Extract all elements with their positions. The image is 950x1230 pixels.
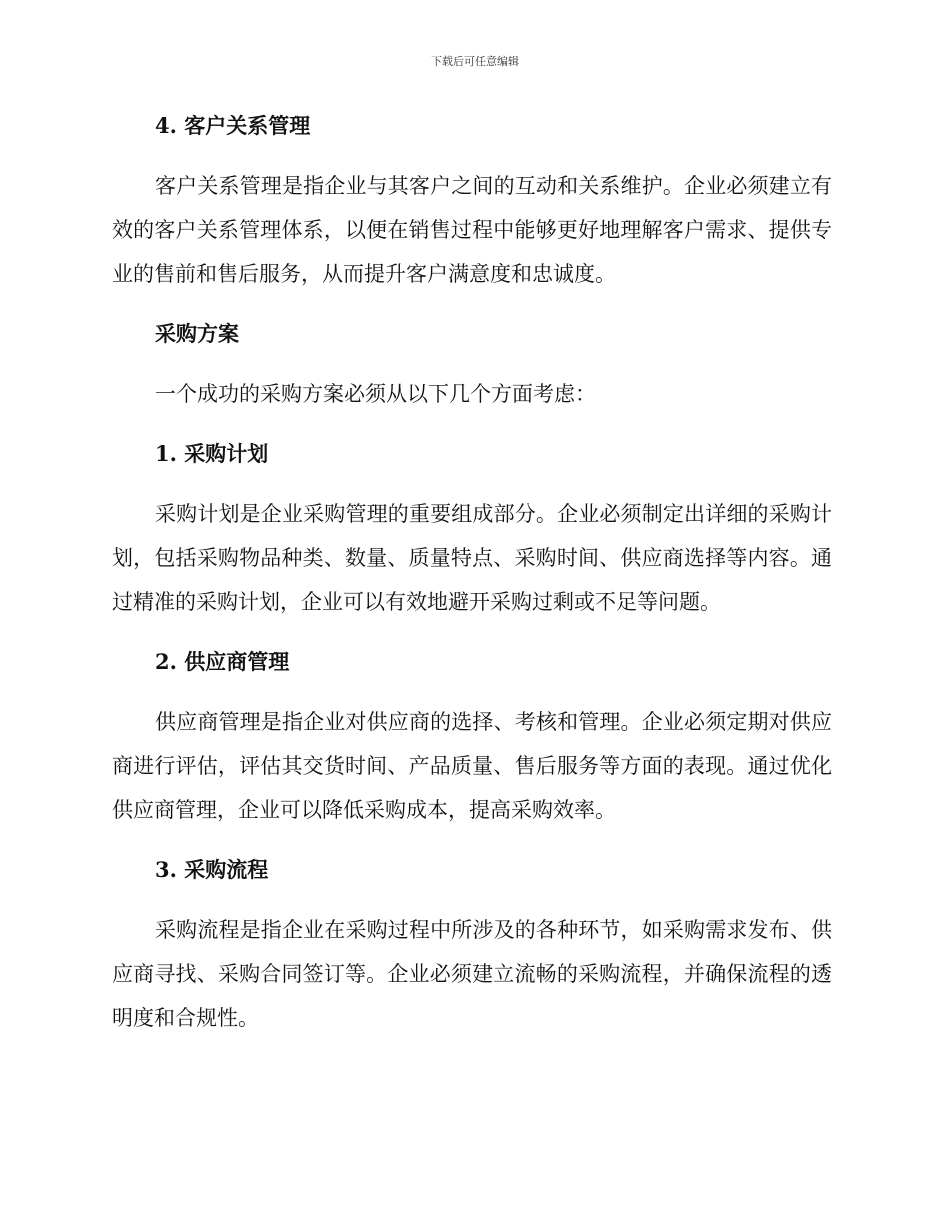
section-paragraph-customer-relationship: 客户关系管理是指企业与其客户之间的互动和关系维护。企业必须建立有效的客户关系管理体系，以便在销售过程中能够更好地理解客户需求、提供专业的售前和售后服务，从而提升客户满意度和忠诚度。 — [112, 174, 832, 286]
section-heading-procurement-plan: 采购方案 — [155, 321, 239, 346]
section-heading-procurement-planning: 1. 采购计划 — [155, 441, 269, 466]
section-paragraph-procurement-planning: 采购计划是企业采购管理的重要组成部分。企业必须制定出详细的采购计划，包括采购物品种类、数量、质量特点、采购时间、供应商选择等内容。通过精准的采购计划，企业可以有效地避开采购过剩或不足等问题。 — [112, 502, 832, 614]
section-heading-customer-relationship: 4. 客户关系管理 — [155, 113, 311, 138]
section-heading-supplier-management: 2. 供应商管理 — [155, 649, 290, 674]
page-header: 下载后可任意编辑 — [431, 55, 519, 68]
section-paragraph-procurement-intro: 一个成功的采购方案必须从以下几个方面考虑： — [155, 382, 596, 406]
document-body — [112, 106, 832, 1058]
section-heading-procurement-process: 3. 采购流程 — [155, 857, 269, 882]
section-paragraph-procurement-process: 采购流程是指企业在采购过程中所涉及的各种环节，如采购需求发布、供应商寻找、采购合同签订等。企业必须建立流畅的采购流程，并确保流程的透明度和合规性。 — [112, 918, 832, 1030]
section-paragraph-supplier-management: 供应商管理是指企业对供应商的选择、考核和管理。企业必须定期对供应商进行评估，评估其交货时间、产品质量、售后服务等方面的表现。通过优化供应商管理，企业可以降低采购成本，提高采购效率。 — [112, 710, 832, 822]
